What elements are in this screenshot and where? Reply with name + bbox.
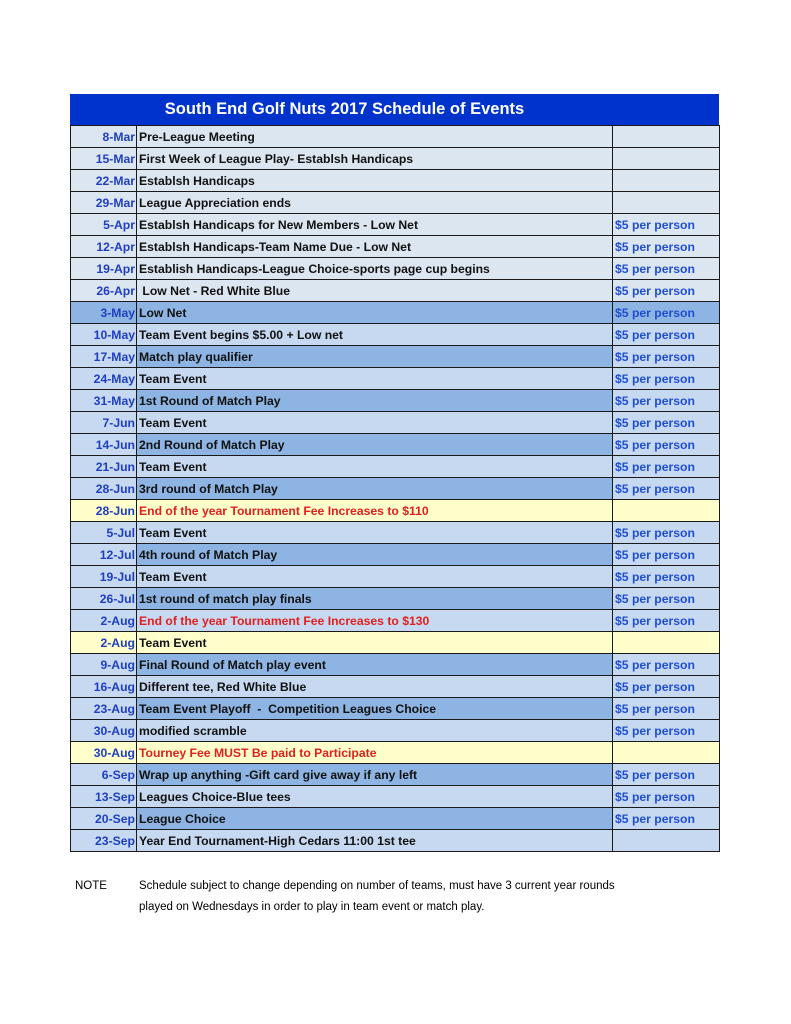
date-cell: 17-May xyxy=(71,346,137,368)
event-cell: First Week of League Play- Establsh Handicaps xyxy=(137,148,613,170)
fee-cell: $5 per person xyxy=(613,280,720,302)
event-cell: Establsh Handicaps for New Members - Low Net xyxy=(137,214,613,236)
schedule-title: South End Golf Nuts 2017 Schedule of Events xyxy=(70,94,719,125)
event-cell: Team Event xyxy=(137,522,613,544)
fee-cell: $5 per person xyxy=(613,676,720,698)
event-cell: Wrap up anything -Gift card give away if any left xyxy=(137,764,613,786)
fee-cell: $5 per person xyxy=(613,808,720,830)
fee-cell xyxy=(613,742,720,764)
schedule-row xyxy=(71,588,720,610)
schedule-sheet xyxy=(70,94,719,852)
fee-cell xyxy=(613,170,720,192)
event-cell: Match play qualifier xyxy=(137,346,613,368)
fee-cell: $5 per person xyxy=(613,698,720,720)
schedule-row xyxy=(71,566,720,588)
date-cell: 28-Jun xyxy=(71,500,137,522)
date-cell: 22-Mar xyxy=(71,170,137,192)
date-cell: 19-Jul xyxy=(71,566,137,588)
event-cell: Team Event xyxy=(137,368,613,390)
schedule-row xyxy=(71,830,720,852)
event-cell: Leagues Choice-Blue tees xyxy=(137,786,613,808)
fee-cell: $5 per person xyxy=(613,588,720,610)
schedule-row xyxy=(71,148,720,170)
schedule-row xyxy=(71,698,720,720)
note-line-1: Schedule subject to change depending on number of teams, must have 3 current year rounds xyxy=(139,880,615,892)
schedule-row xyxy=(71,236,720,258)
fee-cell: $5 per person xyxy=(613,654,720,676)
schedule-row xyxy=(71,412,720,434)
date-cell: 26-Apr xyxy=(71,280,137,302)
date-cell: 16-Aug xyxy=(71,676,137,698)
event-cell: 1st round of match play finals xyxy=(137,588,613,610)
schedule-row xyxy=(71,258,720,280)
fee-cell: $5 per person xyxy=(613,720,720,742)
date-cell: 2-Aug xyxy=(71,610,137,632)
fee-cell: $5 per person xyxy=(613,434,720,456)
schedule-row xyxy=(71,280,720,302)
event-cell: Team Event xyxy=(137,412,613,434)
schedule-table xyxy=(70,125,720,852)
fee-cell: $5 per person xyxy=(613,390,720,412)
date-cell: 6-Sep xyxy=(71,764,137,786)
fee-cell xyxy=(613,192,720,214)
event-cell: Final Round of Match play event xyxy=(137,654,613,676)
fee-cell: $5 per person xyxy=(613,610,720,632)
fee-cell xyxy=(613,500,720,522)
event-cell: End of the year Tournament Fee Increases to $110 xyxy=(137,500,613,522)
event-cell: 4th round of Match Play xyxy=(137,544,613,566)
date-cell: 21-Jun xyxy=(71,456,137,478)
fee-cell xyxy=(613,830,720,852)
note-text xyxy=(139,876,699,918)
fee-cell xyxy=(613,126,720,148)
date-cell: 12-Jul xyxy=(71,544,137,566)
fee-cell: $5 per person xyxy=(613,478,720,500)
date-cell: 8-Mar xyxy=(71,126,137,148)
schedule-row xyxy=(71,544,720,566)
schedule-row xyxy=(71,676,720,698)
schedule-row xyxy=(71,478,720,500)
schedule-row xyxy=(71,742,720,764)
date-cell: 26-Jul xyxy=(71,588,137,610)
event-cell: Team Event xyxy=(137,456,613,478)
event-cell: Team Event xyxy=(137,566,613,588)
fee-cell: $5 per person xyxy=(613,346,720,368)
fee-cell xyxy=(613,148,720,170)
date-cell: 12-Apr xyxy=(71,236,137,258)
date-cell: 29-Mar xyxy=(71,192,137,214)
schedule-row xyxy=(71,434,720,456)
fee-cell: $5 per person xyxy=(613,302,720,324)
schedule-row xyxy=(71,368,720,390)
event-cell: Establsh Handicaps xyxy=(137,170,613,192)
schedule-row xyxy=(71,500,720,522)
fee-cell: $5 per person xyxy=(613,786,720,808)
date-cell: 31-May xyxy=(71,390,137,412)
event-cell: Year End Tournament-High Cedars 11:00 1st tee xyxy=(137,830,613,852)
date-cell: 5-Jul xyxy=(71,522,137,544)
date-cell: 14-Jun xyxy=(71,434,137,456)
event-cell: 1st Round of Match Play xyxy=(137,390,613,412)
fee-cell: $5 per person xyxy=(613,412,720,434)
fee-cell: $5 per person xyxy=(613,544,720,566)
schedule-row xyxy=(71,456,720,478)
event-cell: Team Event xyxy=(137,632,613,654)
fee-cell: $5 per person xyxy=(613,522,720,544)
note-label: NOTE xyxy=(75,880,107,892)
event-cell: Different tee, Red White Blue xyxy=(137,676,613,698)
date-cell: 23-Aug xyxy=(71,698,137,720)
fee-cell xyxy=(613,632,720,654)
fee-cell: $5 per person xyxy=(613,214,720,236)
event-cell: Tourney Fee MUST Be paid to Participate xyxy=(137,742,613,764)
event-cell: League Appreciation ends xyxy=(137,192,613,214)
schedule-row xyxy=(71,214,720,236)
schedule-body xyxy=(71,126,720,852)
event-cell: Establsh Handicaps-Team Name Due - Low Net xyxy=(137,236,613,258)
date-cell: 23-Sep xyxy=(71,830,137,852)
event-cell: End of the year Tournament Fee Increases to $130 xyxy=(137,610,613,632)
schedule-row xyxy=(71,522,720,544)
event-cell: Low Net - Red White Blue xyxy=(137,280,613,302)
event-cell: Team Event Playoff - Competition Leagues Choice xyxy=(137,698,613,720)
fee-cell: $5 per person xyxy=(613,324,720,346)
event-cell: Team Event begins $5.00 + Low net xyxy=(137,324,613,346)
event-cell: League Choice xyxy=(137,808,613,830)
event-cell: Low Net xyxy=(137,302,613,324)
event-cell: 3rd round of Match Play xyxy=(137,478,613,500)
date-cell: 30-Aug xyxy=(71,720,137,742)
event-cell: modified scramble xyxy=(137,720,613,742)
event-cell: Establish Handicaps-League Choice-sports page cup begins xyxy=(137,258,613,280)
schedule-row xyxy=(71,786,720,808)
schedule-row xyxy=(71,126,720,148)
fee-cell: $5 per person xyxy=(613,368,720,390)
date-cell: 7-Jun xyxy=(71,412,137,434)
schedule-row xyxy=(71,170,720,192)
date-cell: 9-Aug xyxy=(71,654,137,676)
schedule-row xyxy=(71,720,720,742)
fee-cell: $5 per person xyxy=(613,236,720,258)
schedule-row xyxy=(71,764,720,786)
date-cell: 28-Jun xyxy=(71,478,137,500)
date-cell: 24-May xyxy=(71,368,137,390)
schedule-row xyxy=(71,808,720,830)
event-cell: Pre-League Meeting xyxy=(137,126,613,148)
date-cell: 15-Mar xyxy=(71,148,137,170)
schedule-row xyxy=(71,324,720,346)
schedule-row xyxy=(71,390,720,412)
date-cell: 3-May xyxy=(71,302,137,324)
fee-cell: $5 per person xyxy=(613,258,720,280)
note-line-2: played on Wednesdays in order to play in team event or match play. xyxy=(139,901,485,913)
fee-cell: $5 per person xyxy=(613,566,720,588)
schedule-row xyxy=(71,192,720,214)
event-cell: 2nd Round of Match Play xyxy=(137,434,613,456)
schedule-row xyxy=(71,654,720,676)
date-cell: 2-Aug xyxy=(71,632,137,654)
date-cell: 10-May xyxy=(71,324,137,346)
schedule-row xyxy=(71,632,720,654)
fee-cell: $5 per person xyxy=(613,764,720,786)
schedule-row xyxy=(71,346,720,368)
date-cell: 5-Apr xyxy=(71,214,137,236)
date-cell: 30-Aug xyxy=(71,742,137,764)
schedule-row xyxy=(71,610,720,632)
date-cell: 19-Apr xyxy=(71,258,137,280)
date-cell: 13-Sep xyxy=(71,786,137,808)
fee-cell: $5 per person xyxy=(613,456,720,478)
date-cell: 20-Sep xyxy=(71,808,137,830)
schedule-row xyxy=(71,302,720,324)
